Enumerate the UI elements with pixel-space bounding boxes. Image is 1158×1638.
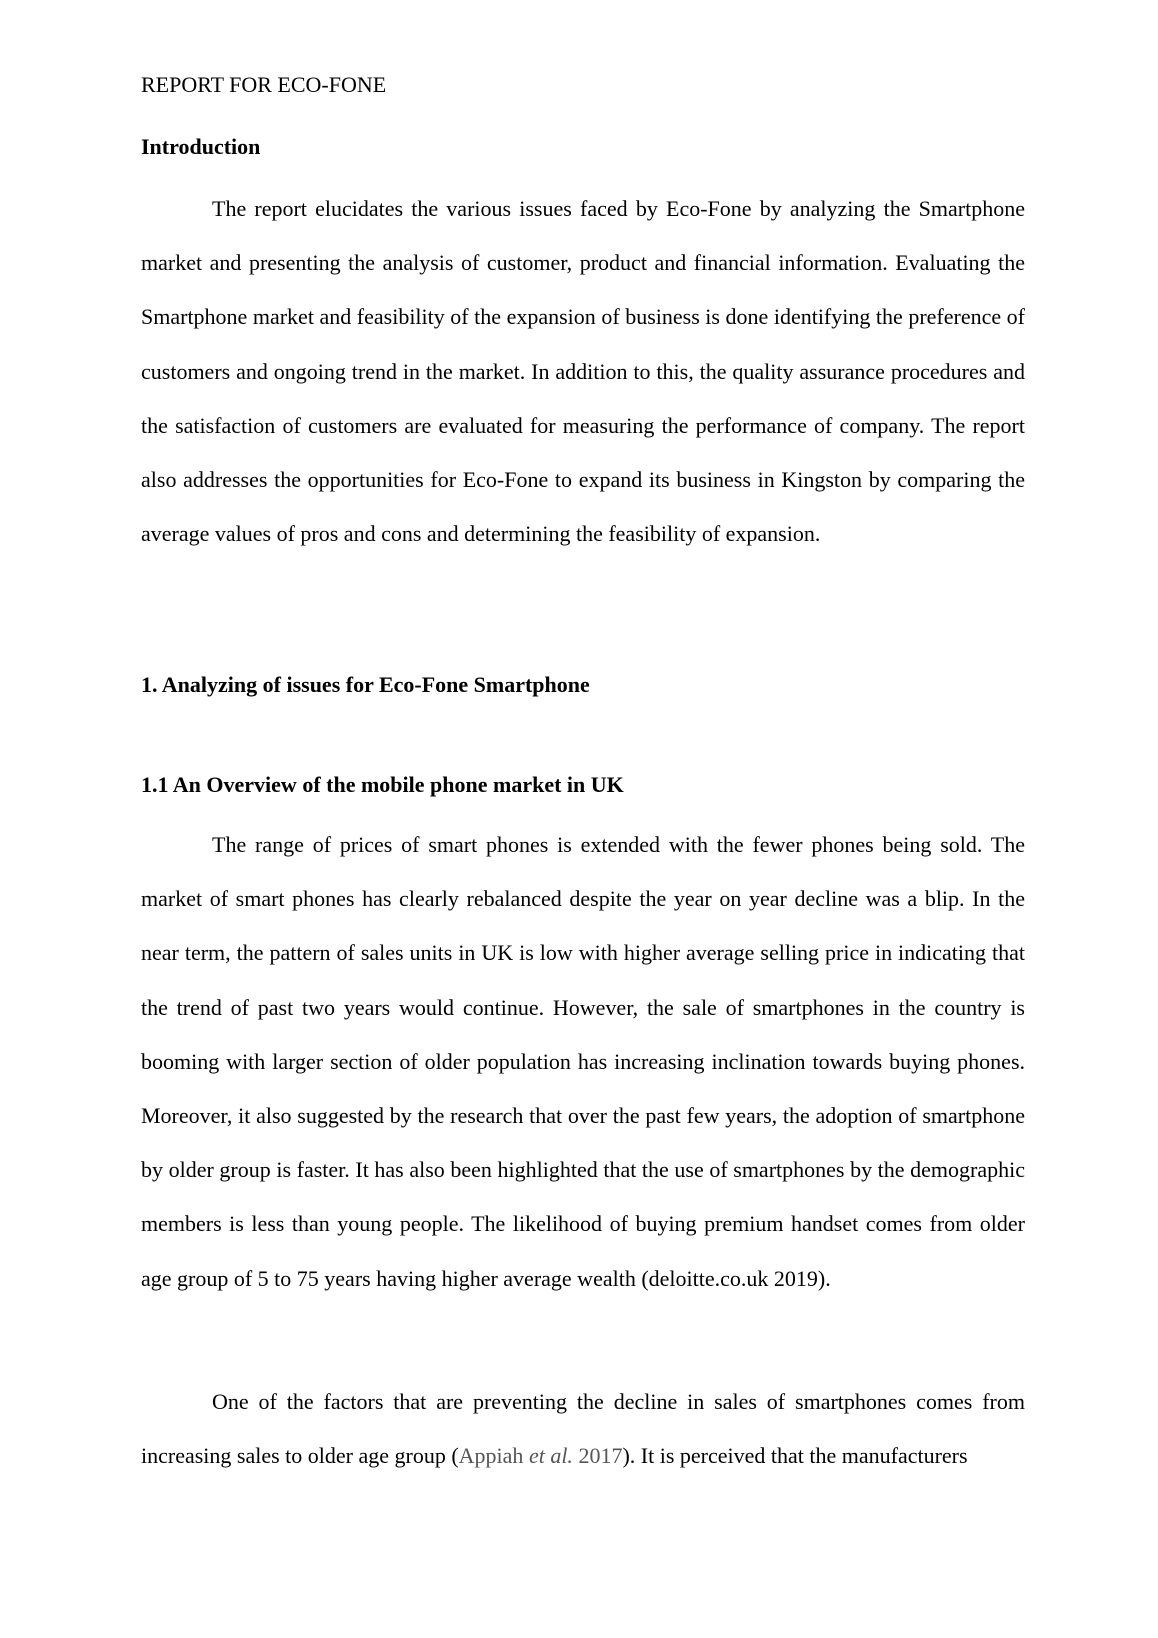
section-1-heading: 1. Analyzing of issues for Eco-Fone Smartphone [141,672,590,697]
introduction-paragraph: The report elucidates the various issues faced by Eco-Fone by analyzing the Smartphone market and presenting the analysis of customer, product and financial information. Evaluating the Smartphone market and feasibility of the expansion of business is done identifying the preference of customers and ongoing trend in the market. In addition to this, the quality assurance procedures and the satisfaction of customers are evaluated for measuring the performance of company. The report also addresses the opportunities for Eco-Fone to expand its business in Kingston by comparing the average values of pros and cons and determining the feasibility of expansion. [141,196,1025,547]
introduction-heading: Introduction [141,134,261,159]
paragraph-2-trailing-text: ). It is perceived that the manufacturers [622,1443,968,1469]
section-1-1-heading: 1.1 An Overview of the mobile phone market in UK [141,772,624,797]
section-1-1-paragraph-2 [141,1375,1025,1483]
running-head: REPORT FOR ECO-FONE [141,72,387,97]
paragraph-2-lead-text: One of the factors that are preventing the decline in sales of smartphones comes from increasing sales to older age group ( [141,1389,1025,1469]
citation-year: 2017 [572,1443,623,1469]
section-1-1-paragraph-1: The range of prices of smart phones is extended with the fewer phones being sold. The market of smart phones has clearly rebalanced despite the year on year decline was a blip. In the near term, the pattern of sales units in UK is low with higher average selling price in indicating that the trend of past two years would continue. However, the sale of smartphones in the country is booming with larger section of older population has increasing inclination towards buying phones. Moreover, it also suggested by the research that over the past few years, the adoption of smartphone by older group is faster. It has also been highlighted that the use of smartphones by the demographic members is less than young people. The likelihood of buying premium handset comes from older age group of 5 to 75 years having higher average wealth (deloitte.co.uk 2019). [141,832,1025,1291]
citation-author: Appiah [458,1443,529,1469]
citation-et-al: et al. [528,1443,573,1469]
